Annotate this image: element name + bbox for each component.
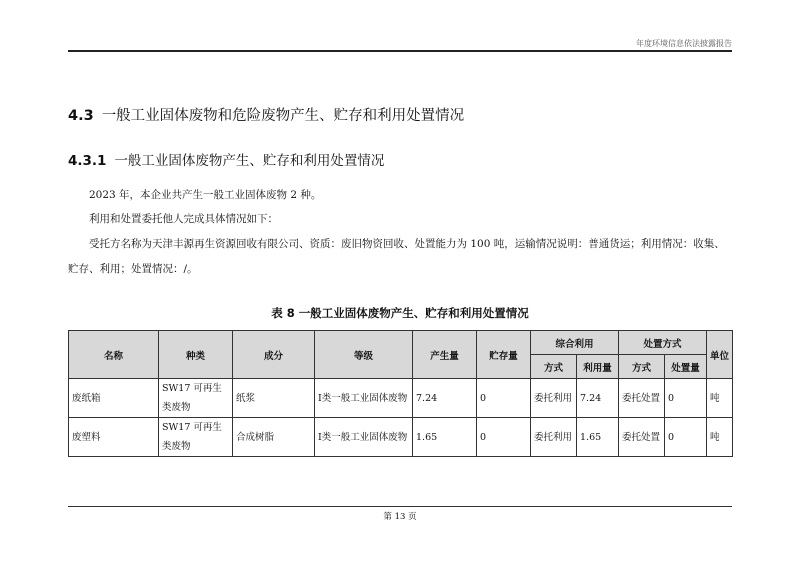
col-header-disp-method: 方式 bbox=[619, 355, 665, 379]
cell-disp-amount: 0 bbox=[665, 418, 707, 457]
subsection-title: 一般工业固体废物产生、贮存和利用处置情况 bbox=[114, 153, 385, 169]
cell-name: 废塑料 bbox=[69, 418, 159, 457]
section-number: 4.3 bbox=[68, 108, 94, 124]
col-header-util-amount: 利用量 bbox=[577, 355, 619, 379]
cell-category: SW17 可再生类废物 bbox=[159, 379, 233, 418]
running-header: 年度环境信息依法披露报告 bbox=[636, 39, 732, 48]
header-rule bbox=[68, 50, 732, 52]
footer-rule bbox=[68, 506, 732, 507]
cell-util-method: 委托利用 bbox=[531, 379, 577, 418]
cell-produced: 7.24 bbox=[413, 379, 477, 418]
col-header-utilization: 综合利用 bbox=[531, 331, 619, 355]
cell-grade: Ⅰ类一般工业固体废物 bbox=[315, 418, 413, 457]
col-header-disposal: 处置方式 bbox=[619, 331, 707, 355]
cell-unit: 吨 bbox=[707, 418, 733, 457]
cell-component: 合成树脂 bbox=[233, 418, 315, 457]
col-header-util-method: 方式 bbox=[531, 355, 577, 379]
subsection-number: 4.3.1 bbox=[68, 153, 107, 169]
table-row bbox=[69, 418, 733, 457]
col-header-disp-amount: 处置量 bbox=[665, 355, 707, 379]
table-row bbox=[69, 379, 733, 418]
paragraph-contractor-details: 受托方名称为天津丰源再生资源回收有限公司、资质：废旧物资回收、处置能力为 100 吨，运输情况说明：普通货运；利用情况：收集、贮存、利用；处置情况：/。 bbox=[68, 238, 725, 275]
subsection-heading bbox=[68, 149, 384, 169]
cell-grade: Ⅰ类一般工业固体废物 bbox=[315, 379, 413, 418]
section-title: 一般工业固体废物和危险废物产生、贮存和利用处置情况 bbox=[101, 108, 465, 124]
col-header-stored: 贮存量 bbox=[477, 331, 531, 379]
waste-table bbox=[68, 330, 733, 457]
cell-stored: 0 bbox=[477, 379, 531, 418]
cell-component: 纸浆 bbox=[233, 379, 315, 418]
cell-disp-method: 委托处置 bbox=[619, 379, 665, 418]
cell-name: 废纸箱 bbox=[69, 379, 159, 418]
col-header-grade: 等级 bbox=[315, 331, 413, 379]
cell-util-amount: 1.65 bbox=[577, 418, 619, 457]
cell-disp-method: 委托处置 bbox=[619, 418, 665, 457]
paragraph-entrusted-intro: 利用和处置委托他人完成具体情况如下： bbox=[89, 213, 278, 225]
col-header-unit: 单位 bbox=[707, 331, 733, 379]
paragraph-waste-count: 2023 年，本企业共产生一般工业固体废物 2 种。 bbox=[89, 189, 322, 201]
cell-util-amount: 7.24 bbox=[577, 379, 619, 418]
cell-produced: 1.65 bbox=[413, 418, 477, 457]
col-header-produced: 产生量 bbox=[413, 331, 477, 379]
col-header-component: 成分 bbox=[233, 331, 315, 379]
cell-util-method: 委托利用 bbox=[531, 418, 577, 457]
cell-category: SW17 可再生类废物 bbox=[159, 418, 233, 457]
col-header-category: 种类 bbox=[159, 331, 233, 379]
section-heading bbox=[68, 104, 464, 125]
cell-disp-amount: 0 bbox=[665, 379, 707, 418]
col-header-name: 名称 bbox=[69, 331, 159, 379]
cell-unit: 吨 bbox=[707, 379, 733, 418]
page-number: 第 13 页 bbox=[383, 512, 417, 522]
cell-stored: 0 bbox=[477, 418, 531, 457]
table-caption: 表 8 一般工业固体废物产生、贮存和利用处置情况 bbox=[271, 306, 529, 320]
